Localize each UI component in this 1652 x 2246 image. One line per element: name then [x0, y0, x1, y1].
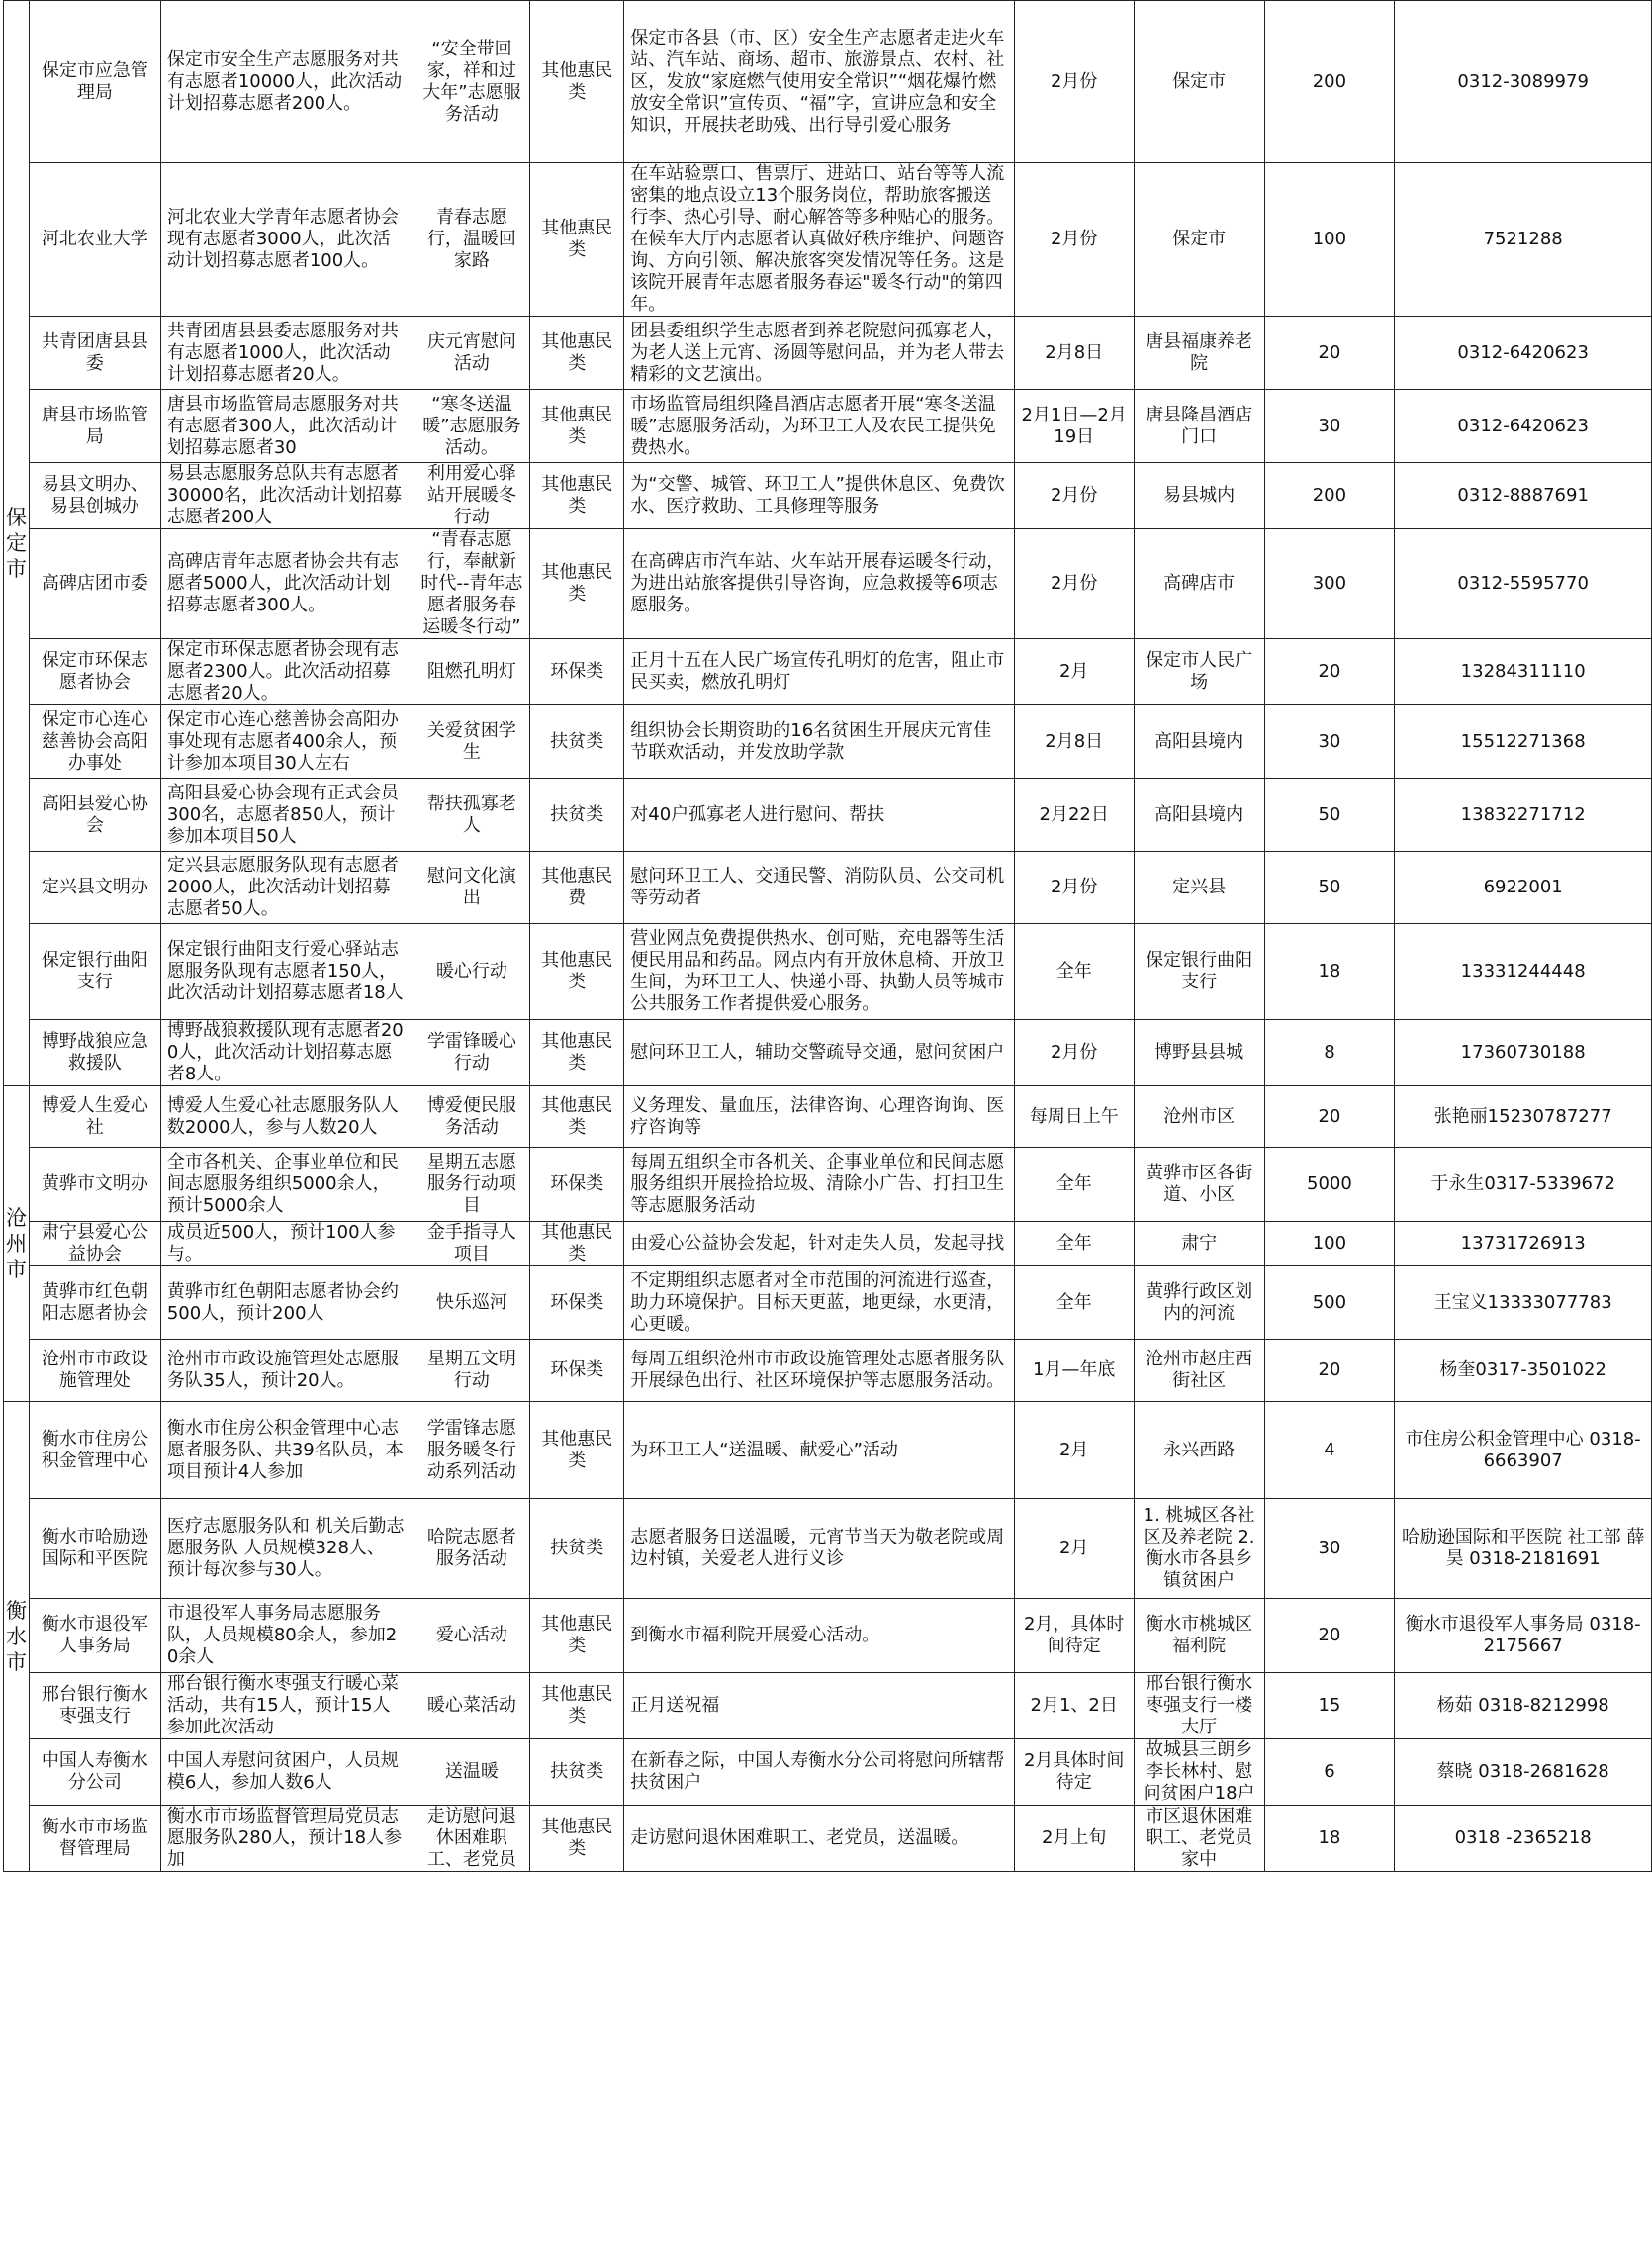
activity-content: 不定期组织志愿者对全市范围的河流进行巡查，助力环境保护。目标天更蓝，地更绿，水更清，心更暖。 [624, 1266, 1015, 1340]
org-name: 易县文明办、易县创城办 [29, 463, 160, 529]
contact-info: 王宝义13333077783 [1395, 1266, 1652, 1340]
project-name: 博爱便民服务活动 [413, 1086, 530, 1148]
contact-info: 6922001 [1395, 852, 1652, 924]
org-name: 高碑店团市委 [29, 529, 160, 639]
table-row [4, 639, 1652, 705]
contact-info: 17360730188 [1395, 1020, 1652, 1086]
activity-time: 2月 [1014, 1402, 1134, 1499]
activity-place: 沧州市区 [1134, 1086, 1264, 1148]
activity-place: 保定市 [1134, 163, 1264, 317]
org-name: 衡水市市场监督管理局 [29, 1806, 160, 1872]
project-name: 关爱贫困学生 [413, 705, 530, 779]
org-name: 黄骅市红色朝阳志愿者协会 [29, 1266, 160, 1340]
activity-content: 营业网点免费提供热水、创可贴，充电器等生活便民用品和药品。网点内有开放休息椅、开放卫生间，为环卫工人、快递小哥、执勤人员等城市公共服务工作者提供爱心服务。 [624, 924, 1015, 1020]
table-row [4, 1086, 1652, 1148]
category: 其他惠民类 [530, 1599, 624, 1673]
table-row [4, 1340, 1652, 1402]
activity-time: 2月份 [1014, 852, 1134, 924]
org-name: 河北农业大学 [29, 163, 160, 317]
volunteer-count: 6 [1264, 1739, 1395, 1806]
activity-content: 正月送祝福 [624, 1673, 1015, 1739]
activity-time: 2月份 [1014, 163, 1134, 317]
org-name: 衡水市住房公积金管理中心 [29, 1402, 160, 1499]
table-row [4, 924, 1652, 1020]
activity-place: 保定市人民广场 [1134, 639, 1264, 705]
category: 其他惠民类 [530, 390, 624, 463]
team-info: 沧州市市政设施管理处志愿服务队35人，预计20人。 [160, 1340, 413, 1402]
project-name: 送温暖 [413, 1739, 530, 1806]
activity-content: 为环卫工人“送温暖、献爱心”活动 [624, 1402, 1015, 1499]
activity-content: 每周五组织沧州市市政设施管理处志愿者服务队开展绿色出行、社区环境保护等志愿服务活动。 [624, 1340, 1015, 1402]
team-info: 邢台银行衡水枣强支行暖心菜活动，共有15人，预计15人参加此次活动 [160, 1673, 413, 1739]
table-row [4, 1673, 1652, 1739]
volunteer-count: 8 [1264, 1020, 1395, 1086]
org-name: 高阳县爱心协会 [29, 779, 160, 852]
table-row [4, 390, 1652, 463]
volunteer-activity-table [3, 0, 1652, 1872]
org-name: 衡水市哈励逊国际和平医院 [29, 1499, 160, 1599]
activity-time: 2月8日 [1014, 705, 1134, 779]
category: 其他惠民类 [530, 317, 624, 390]
activity-place: 故城县三朗乡李长林村、慰问贫困户18户 [1134, 1739, 1264, 1806]
activity-content: 每周五组织全市各机关、企事业单位和民间志愿服务组织开展捡拾垃圾、清除小广告、打扫卫生等志愿服务活动 [624, 1148, 1015, 1222]
activity-place: 保定市 [1134, 1, 1264, 163]
activity-place: 1. 桃城区各社区及养老院 2. 衡水市各县乡镇贫困户 [1134, 1499, 1264, 1599]
activity-content: 义务理发、量血压，法律咨询、心理咨询询、医疗咨询等 [624, 1086, 1015, 1148]
contact-info: 13284311110 [1395, 639, 1652, 705]
activity-time: 2月份 [1014, 1020, 1134, 1086]
category: 其他惠民类 [530, 1402, 624, 1499]
project-name: 爱心活动 [413, 1599, 530, 1673]
table-row [4, 1739, 1652, 1806]
activity-time: 2月 [1014, 639, 1134, 705]
contact-info: 0312-6420623 [1395, 317, 1652, 390]
category: 环保类 [530, 1266, 624, 1340]
category: 其他惠民类 [530, 924, 624, 1020]
activity-grid [3, 0, 1652, 1872]
volunteer-count: 30 [1264, 705, 1395, 779]
volunteer-count: 20 [1264, 1340, 1395, 1402]
activity-time: 2月1日—2月19日 [1014, 390, 1134, 463]
team-info: 衡水市市场监督管理局党员志愿服务队280人，预计18人参加 [160, 1806, 413, 1872]
team-info: 市退役军人事务局志愿服务队，人员规模80余人，参加20余人 [160, 1599, 413, 1673]
activity-time: 2月22日 [1014, 779, 1134, 852]
category: 扶贫类 [530, 1499, 624, 1599]
table-row [4, 463, 1652, 529]
org-name: 唐县市场监管局 [29, 390, 160, 463]
project-name: 快乐巡河 [413, 1266, 530, 1340]
table-row [4, 1, 1652, 163]
activity-place: 市区退休困难职工、老党员家中 [1134, 1806, 1264, 1872]
contact-info: 于永生0317-5339672 [1395, 1148, 1652, 1222]
project-name: “青春志愿行，奉献新时代--青年志愿者服务春运暖冬行动” [413, 529, 530, 639]
table-row [4, 529, 1652, 639]
table-row [4, 852, 1652, 924]
category: 扶贫类 [530, 705, 624, 779]
table-row [4, 1148, 1652, 1222]
contact-info: 市住房公积金管理中心 0318-6663907 [1395, 1402, 1652, 1499]
activity-place: 衡水市桃城区福利院 [1134, 1599, 1264, 1673]
project-name: 走访慰问退休困难职工、老党员 [413, 1806, 530, 1872]
org-name: 博野战狼应急救援队 [29, 1020, 160, 1086]
org-name: 博爱人生爱心社 [29, 1086, 160, 1148]
team-info: 唐县市场监管局志愿服务对共有志愿者300人，此次活动计划招募志愿者30 [160, 390, 413, 463]
project-name: 暖心菜活动 [413, 1673, 530, 1739]
contact-info: 哈励逊国际和平医院 社工部 薛昊 0318-2181691 [1395, 1499, 1652, 1599]
activity-time: 2月份 [1014, 529, 1134, 639]
table-row [4, 1599, 1652, 1673]
volunteer-count: 500 [1264, 1266, 1395, 1340]
volunteer-count: 20 [1264, 1086, 1395, 1148]
team-info: 黄骅市红色朝阳志愿者协会约500人，预计200人 [160, 1266, 413, 1340]
volunteer-count: 30 [1264, 1499, 1395, 1599]
volunteer-count: 20 [1264, 317, 1395, 390]
org-name: 保定市应急管理局 [29, 1, 160, 163]
category: 其他惠民费 [530, 852, 624, 924]
activity-time: 全年 [1014, 1148, 1134, 1222]
activity-content: 慰问环卫工人、交通民警、消防队员、公交司机等劳动者 [624, 852, 1015, 924]
activity-time: 全年 [1014, 1266, 1134, 1340]
contact-info: 13832271712 [1395, 779, 1652, 852]
project-name: 利用爱心驿站开展暖冬行动 [413, 463, 530, 529]
org-name: 中国人寿衡水分公司 [29, 1739, 160, 1806]
activity-content: 慰问环卫工人，辅助交警疏导交通，慰问贫困户 [624, 1020, 1015, 1086]
org-name: 衡水市退役军人事务局 [29, 1599, 160, 1673]
org-name: 定兴县文明办 [29, 852, 160, 924]
activity-place: 沧州市赵庄西街社区 [1134, 1340, 1264, 1402]
project-name: 青春志愿行，温暖回家路 [413, 163, 530, 317]
activity-place: 高阳县境内 [1134, 779, 1264, 852]
activity-place: 高阳县境内 [1134, 705, 1264, 779]
contact-info: 杨茹 0318-8212998 [1395, 1673, 1652, 1739]
activity-content: 组织协会长期资助的16名贫困生开展庆元宵佳节联欢活动，并发放助学款 [624, 705, 1015, 779]
org-name: 邢台银行衡水枣强支行 [29, 1673, 160, 1739]
category: 其他惠民类 [530, 1806, 624, 1872]
region-name: 保定市 [5, 506, 27, 581]
table-row [4, 317, 1652, 390]
category: 扶贫类 [530, 779, 624, 852]
category: 环保类 [530, 639, 624, 705]
activity-time: 2月8日 [1014, 317, 1134, 390]
team-info: 保定市心连心慈善协会高阳办事处现有志愿者400余人，预计参加本项目30人左右 [160, 705, 413, 779]
org-name: 保定银行曲阳支行 [29, 924, 160, 1020]
region-name: 衡水市 [5, 1599, 27, 1674]
activity-time: 2月1、2日 [1014, 1673, 1134, 1739]
contact-info: 杨奎0317-3501022 [1395, 1340, 1652, 1402]
org-name: 沧州市市政设施管理处 [29, 1340, 160, 1402]
region-cell [4, 1402, 30, 1872]
category: 其他惠民类 [530, 529, 624, 639]
activity-place: 易县城内 [1134, 463, 1264, 529]
activity-time: 全年 [1014, 924, 1134, 1020]
activity-time: 1月—年底 [1014, 1340, 1134, 1402]
table-row [4, 1020, 1652, 1086]
category: 其他惠民类 [530, 1673, 624, 1739]
activity-content: 到衡水市福利院开展爱心活动。 [624, 1599, 1015, 1673]
org-name: 保定市环保志愿者协会 [29, 639, 160, 705]
activity-place: 高碑店市 [1134, 529, 1264, 639]
project-name: 哈院志愿者服务活动 [413, 1499, 530, 1599]
volunteer-count: 18 [1264, 1806, 1395, 1872]
team-info: 河北农业大学青年志愿者协会现有志愿者3000人，此次活动计划招募志愿者100人。 [160, 163, 413, 317]
activity-place: 黄骅行政区划内的河流 [1134, 1266, 1264, 1340]
activity-content: 在车站验票口、售票厅、进站口、站台等等人流密集的地点设立13个服务岗位，帮助旅客搬送行李、热心引导、耐心解答等多种贴心的服务。在候车大厅内志愿者认真做好秩序维护、问题咨询、方向引领、解决旅客突发情况等任务。这是该院开展青年志愿者服务春运"暖冬行动"的第四年。 [624, 163, 1015, 317]
project-name: 星期五文明行动 [413, 1340, 530, 1402]
team-info: 高阳县爱心协会现有正式会员300名，志愿者850人，预计参加本项目50人 [160, 779, 413, 852]
contact-info: 13731726913 [1395, 1222, 1652, 1266]
category: 其他惠民类 [530, 1020, 624, 1086]
activity-content: 由爱心公益协会发起，针对走失人员，发起寻找 [624, 1222, 1015, 1266]
activity-content: 正月十五在人民广场宣传孔明灯的危害，阻止市民买卖，燃放孔明灯 [624, 639, 1015, 705]
category: 其他惠民类 [530, 163, 624, 317]
activity-content: 为“交警、城管、环卫工人”提供休息区、免费饮水、医疗救助、工具修理等服务 [624, 463, 1015, 529]
project-name: 星期五志愿服务行动项目 [413, 1148, 530, 1222]
activity-time: 2月具体时间待定 [1014, 1739, 1134, 1806]
category: 其他惠民类 [530, 1, 624, 163]
project-name: 帮扶孤寡老人 [413, 779, 530, 852]
table-row [4, 1806, 1652, 1872]
org-name: 保定市心连心慈善协会高阳办事处 [29, 705, 160, 779]
contact-info: 0312-8887691 [1395, 463, 1652, 529]
volunteer-count: 50 [1264, 852, 1395, 924]
team-info: 全市各机关、企事业单位和民间志愿服务组织5000余人，预计5000余人 [160, 1148, 413, 1222]
table-row [4, 779, 1652, 852]
contact-info: 0312-5595770 [1395, 529, 1652, 639]
activity-content: 保定市各县（市、区）安全生产志愿者走进火车站、汽车站、商场、超市、旅游景点、农村、社区，发放“家庭燃气使用安全常识”“烟花爆竹燃放安全常识”宣传页、“福”字，宣讲应急和安全知识，开展扶老助残、出行导引爱心服务 [624, 1, 1015, 163]
project-name: 阻燃孔明灯 [413, 639, 530, 705]
project-name: 学雷锋志愿服务暖冬行动系列活动 [413, 1402, 530, 1499]
volunteer-count: 100 [1264, 1222, 1395, 1266]
volunteer-count: 20 [1264, 1599, 1395, 1673]
activity-place: 肃宁 [1134, 1222, 1264, 1266]
activity-content: 在高碑店市汽车站、火车站开展春运暖冬行动，为进出站旅客提供引导咨询，应急救援等6项志愿服务。 [624, 529, 1015, 639]
team-info: 衡水市住房公积金管理中心志愿者服务队、共39名队员，本项目预计4人参加 [160, 1402, 413, 1499]
org-name: 黄骅市文明办 [29, 1148, 160, 1222]
activity-time: 2月，具体时间待定 [1014, 1599, 1134, 1673]
volunteer-count: 50 [1264, 779, 1395, 852]
team-info: 博野战狼救援队现有志愿者200人，此次活动计划招募志愿者8人。 [160, 1020, 413, 1086]
project-name: “寒冬送温暖”志愿服务活动。 [413, 390, 530, 463]
table-row [4, 705, 1652, 779]
contact-info: 7521288 [1395, 163, 1652, 317]
volunteer-count: 5000 [1264, 1148, 1395, 1222]
activity-content: 在新春之际，中国人寿衡水分公司将慰问所辖帮扶贫困户 [624, 1739, 1015, 1806]
activity-content: 团县委组织学生志愿者到养老院慰问孤寡老人，为老人送上元宵、汤圆等慰问品，并为老人带去精彩的文艺演出。 [624, 317, 1015, 390]
team-info: 保定市环保志愿者协会现有志愿者2300人。此次活动招募志愿者20人。 [160, 639, 413, 705]
volunteer-count: 300 [1264, 529, 1395, 639]
team-info: 共青团唐县县委志愿服务对共有志愿者1000人，此次活动计划招募志愿者20人。 [160, 317, 413, 390]
volunteer-count: 200 [1264, 463, 1395, 529]
contact-info: 衡水市退役军人事务局 0318-2175667 [1395, 1599, 1652, 1673]
org-name: 肃宁县爱心公益协会 [29, 1222, 160, 1266]
region-cell [4, 1, 30, 1086]
activity-place: 唐县福康养老院 [1134, 317, 1264, 390]
contact-info: 0312-3089979 [1395, 1, 1652, 163]
volunteer-count: 200 [1264, 1, 1395, 163]
category: 环保类 [530, 1148, 624, 1222]
table-row [4, 1266, 1652, 1340]
org-name: 共青团唐县县委 [29, 317, 160, 390]
activity-place: 保定银行曲阳支行 [1134, 924, 1264, 1020]
activity-place: 永兴西路 [1134, 1402, 1264, 1499]
team-info: 成员近500人，预计100人参与。 [160, 1222, 413, 1266]
contact-info: 蔡晓 0318-2681628 [1395, 1739, 1652, 1806]
volunteer-count: 100 [1264, 163, 1395, 317]
contact-info: 13331244448 [1395, 924, 1652, 1020]
contact-info: 张艳丽15230787277 [1395, 1086, 1652, 1148]
category: 扶贫类 [530, 1739, 624, 1806]
project-name: 慰问文化演出 [413, 852, 530, 924]
activity-time: 2月份 [1014, 1, 1134, 163]
table-row [4, 1222, 1652, 1266]
category: 其他惠民类 [530, 1086, 624, 1148]
volunteer-count: 15 [1264, 1673, 1395, 1739]
activity-time: 2月份 [1014, 463, 1134, 529]
table-row [4, 163, 1652, 317]
activity-place: 博野县县城 [1134, 1020, 1264, 1086]
contact-info: 0318 -2365218 [1395, 1806, 1652, 1872]
team-info: 定兴县志愿服务队现有志愿者2000人，此次活动计划招募志愿者50人。 [160, 852, 413, 924]
table-row [4, 1402, 1652, 1499]
project-name: 金手指寻人项目 [413, 1222, 530, 1266]
activity-content: 志愿者服务日送温暖，元宵节当天为敬老院或周边村镇，关爱老人进行义诊 [624, 1499, 1015, 1599]
activity-content: 走访慰问退休困难职工、老党员，送温暖。 [624, 1806, 1015, 1872]
activity-place: 黄骅市区各街道、小区 [1134, 1148, 1264, 1222]
activity-place: 唐县隆昌酒店门口 [1134, 390, 1264, 463]
volunteer-count: 18 [1264, 924, 1395, 1020]
project-name: 学雷锋暖心行动 [413, 1020, 530, 1086]
category: 其他惠民类 [530, 463, 624, 529]
category: 其他惠民类 [530, 1222, 624, 1266]
activity-time: 2月 [1014, 1499, 1134, 1599]
activity-time: 全年 [1014, 1222, 1134, 1266]
region-cell [4, 1086, 30, 1402]
table-row [4, 1499, 1652, 1599]
team-info: 中国人寿慰问贫困户，人员规模6人，参加人数6人 [160, 1739, 413, 1806]
team-info: 高碑店青年志愿者协会共有志愿者5000人，此次活动计划招募志愿者300人。 [160, 529, 413, 639]
contact-info: 0312-6420623 [1395, 390, 1652, 463]
activity-content: 对40户孤寡老人进行慰问、帮扶 [624, 779, 1015, 852]
activity-place: 邢台银行衡水枣强支行一楼大厅 [1134, 1673, 1264, 1739]
project-name: 庆元宵慰问活动 [413, 317, 530, 390]
contact-info: 15512271368 [1395, 705, 1652, 779]
project-name: 暖心行动 [413, 924, 530, 1020]
category: 环保类 [530, 1340, 624, 1402]
volunteer-count: 4 [1264, 1402, 1395, 1499]
activity-place: 定兴县 [1134, 852, 1264, 924]
team-info: 易县志愿服务总队共有志愿者30000名，此次活动计划招募志愿者200人 [160, 463, 413, 529]
volunteer-count: 20 [1264, 639, 1395, 705]
project-name: “安全带回家，祥和过大年”志愿服务活动 [413, 1, 530, 163]
region-name: 沧州市 [5, 1206, 27, 1281]
team-info: 保定银行曲阳支行爱心驿站志愿服务队现有志愿者150人，此次活动计划招募志愿者18人 [160, 924, 413, 1020]
team-info: 博爱人生爱心社志愿服务队人数2000人，参与人数20人 [160, 1086, 413, 1148]
volunteer-count: 30 [1264, 390, 1395, 463]
activity-time: 2月上旬 [1014, 1806, 1134, 1872]
team-info: 医疗志愿服务队和 机关后勤志愿服务队 人员规模328人、 预计每次参与30人。 [160, 1499, 413, 1599]
team-info: 保定市安全生产志愿服务对共有志愿者10000人，此次活动计划招募志愿者200人。 [160, 1, 413, 163]
activity-time: 每周日上午 [1014, 1086, 1134, 1148]
activity-content: 市场监管局组织隆昌酒店志愿者开展“寒冬送温暖”志愿服务活动，为环卫工人及农民工提供免费热水。 [624, 390, 1015, 463]
